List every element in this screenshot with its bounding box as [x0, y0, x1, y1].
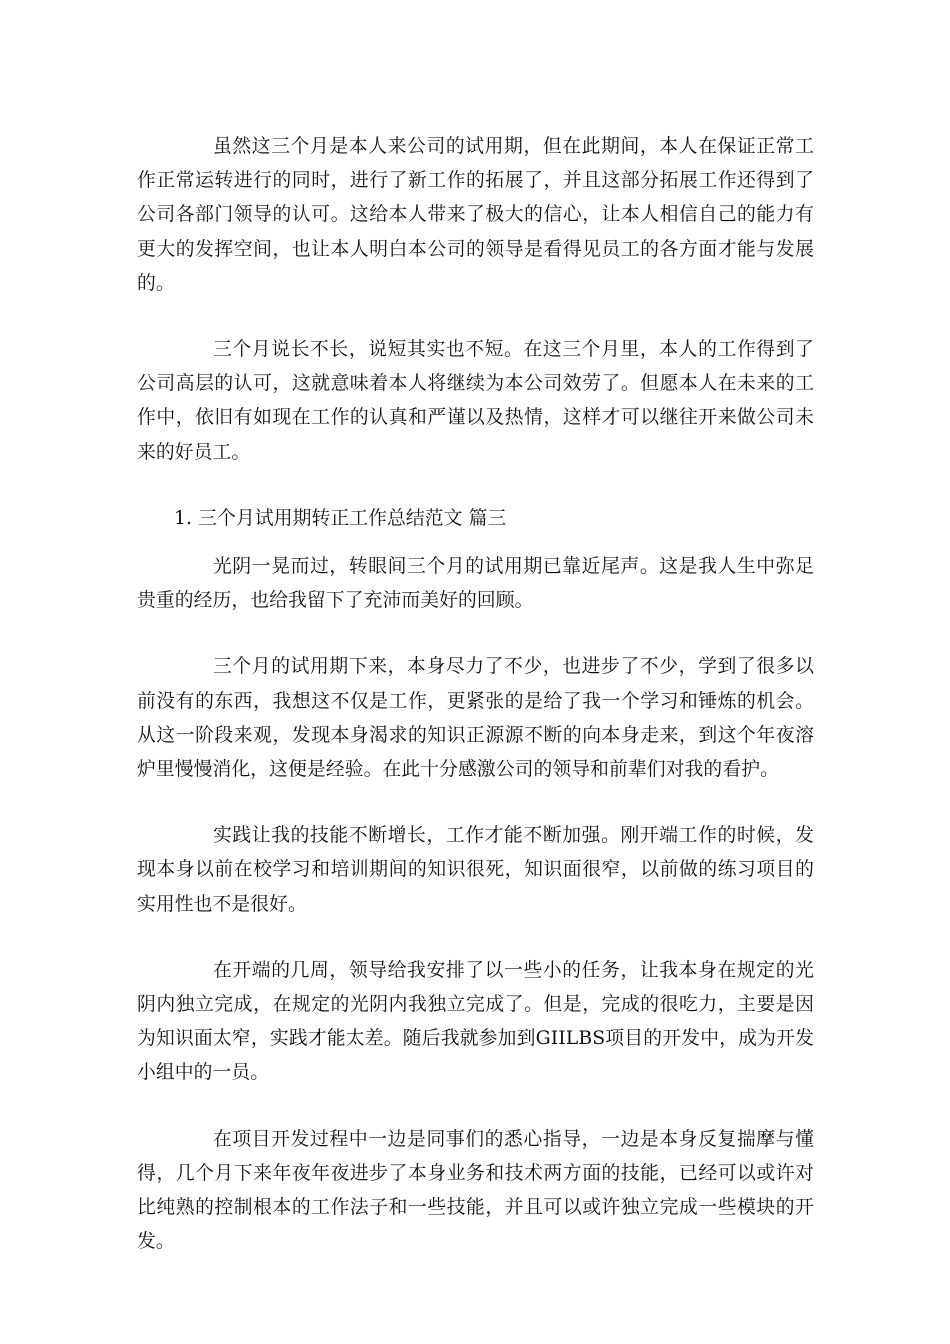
- paragraph-first-weeks: 在开端的几周，领导给我安排了以一些小的任务，让我本身在规定的光阴内独立完成，在规定的光阴内我独立完成了。但是，完成的很吃力，主要是因为知识面太窄，实践才能太差。随后我就参加到GIILBS项目的开发中，成为开发小组中的一员。: [137, 959, 814, 1084]
- section-heading: 1. 三个月试用期转正工作总结范文 篇三: [174, 507, 507, 529]
- document-body: [137, 130, 814, 1291]
- paragraph-three-months-summary: 三个月说长不长，说短其实也不短。在这三个月里，本人的工作得到了公司高层的认可，这就意味着本人将继续为本公司效劳了。但愿本人在未来的工作中，依旧有如现在工作的认真和严谨以及热情，这样才可以继往开来做公司未来的好员工。: [137, 339, 814, 463]
- paragraph-skill-growth: 实践让我的技能不断增长，工作才能不断加强。刚开端工作的时候，发现本身以前在校学习和培训期间的知识很死，知识面很窄，以前做的练习项目的实用性也不是很好。: [137, 825, 814, 915]
- paragraph-time-passed: 光阴一晃而过，转眼间三个月的试用期已靠近尾声。这是我人生中弥足贵重的经历，也给我留下了充沛而美好的回顾。: [137, 556, 814, 612]
- paragraph-learning-experience: 三个月的试用期下来，本身尽力了不少，也进步了不少，学到了很多以前没有的东西，我想这不仅是工作，更紧张的是给了我一个学习和锤炼的机会。从这一阶段来观，发现本身渴求的知识正源源不断的向本身走来，到这个年夜溶炉里慢慢消化，这便是经验。在此十分感激公司的领导和前辈们对我的看护。: [137, 656, 814, 781]
- paragraph-probation-recognition: 虽然这三个月是本人来公司的试用期，但在此期间，本人在保证正常工作正常运转进行的同时，进行了新工作的拓展了，并且这部分拓展工作还得到了公司各部门领导的认可。这给本人带来了极大的信心，让本人相信自己的能力有更大的发挥空间，也让本人明白本公司的领导是看得见员工的各方面才能与发展的。: [137, 136, 814, 294]
- paragraph-project-development: 在项目开发过程中一边是同事们的悉心指导，一边是本身反复揣摩与懂得，几个月下来年夜年夜进步了本身业务和技术两方面的技能，已经可以或许对比纯熟的控制根本的工作法子和一些技能，并且可以或许独立完成一些模块的开发。: [137, 1128, 814, 1253]
